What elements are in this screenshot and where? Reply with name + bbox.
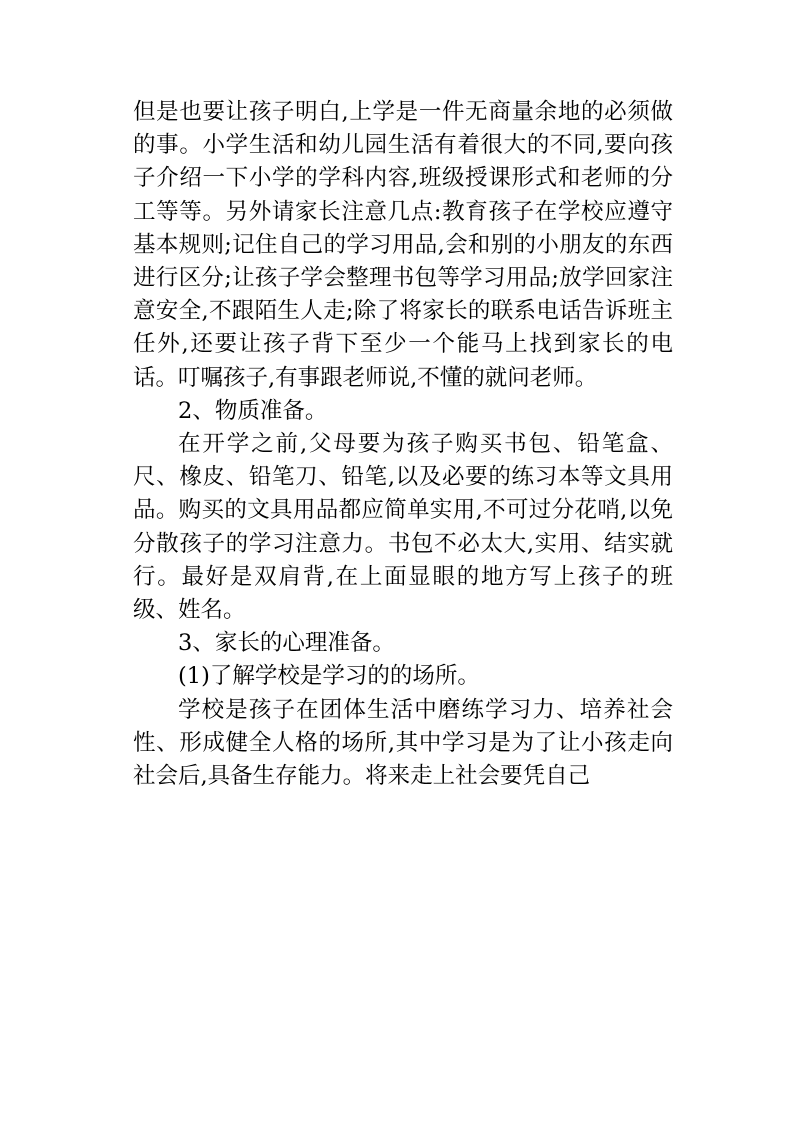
paragraph-continuation: 但是也要让孩子明白,上学是一件无商量余地的必须做的事。小学生活和幼儿园生活有着很大的不同,要向孩子介绍一下小学的学科内容,班级授课形式和老师的分工等等。另外请家长注意几点:教育孩子在学校应遵守基本规则;记住自己的学习用品,会和别的小朋友的东西进行区分;让孩子学会整理书包等学习用品;放学回家注意安全,不跟陌生人走;除了将家长的联系电话告诉班主任外,还要让孩子背下至少一个能马上找到家长的电话。叮嘱孩子,有事跟老师说,不懂的就问老师。 xyxy=(133,99,673,391)
paragraph-school-purpose: 学校是孩子在团体生活中磨练学习力、培养社会性、形成健全人格的场所,其中学习是为了让小孩走向社会后,具备生存能力。将来走上社会要凭自己 xyxy=(133,696,673,790)
paragraph-material-preparation: 在开学之前,父母要为孩子购买书包、铅笔盒、尺、橡皮、铅笔刀、铅笔,以及必要的练习本等文具用品。购买的文具用品都应简单实用,不可过分花哨,以免分散孩子的学习注意力。书包不必太大,实用、结实就行。最好是双肩背,在上面显眼的地方写上孩子的班级、姓名。 xyxy=(133,431,673,624)
document-page xyxy=(133,96,673,793)
heading-material-preparation: 2、物质准备。 xyxy=(178,397,328,424)
heading-parent-psychological-preparation: 3、家长的心理准备。 xyxy=(178,630,395,657)
subheading-school-is-place-of-learning: (1)了解学校是学习的的场所。 xyxy=(178,663,480,690)
